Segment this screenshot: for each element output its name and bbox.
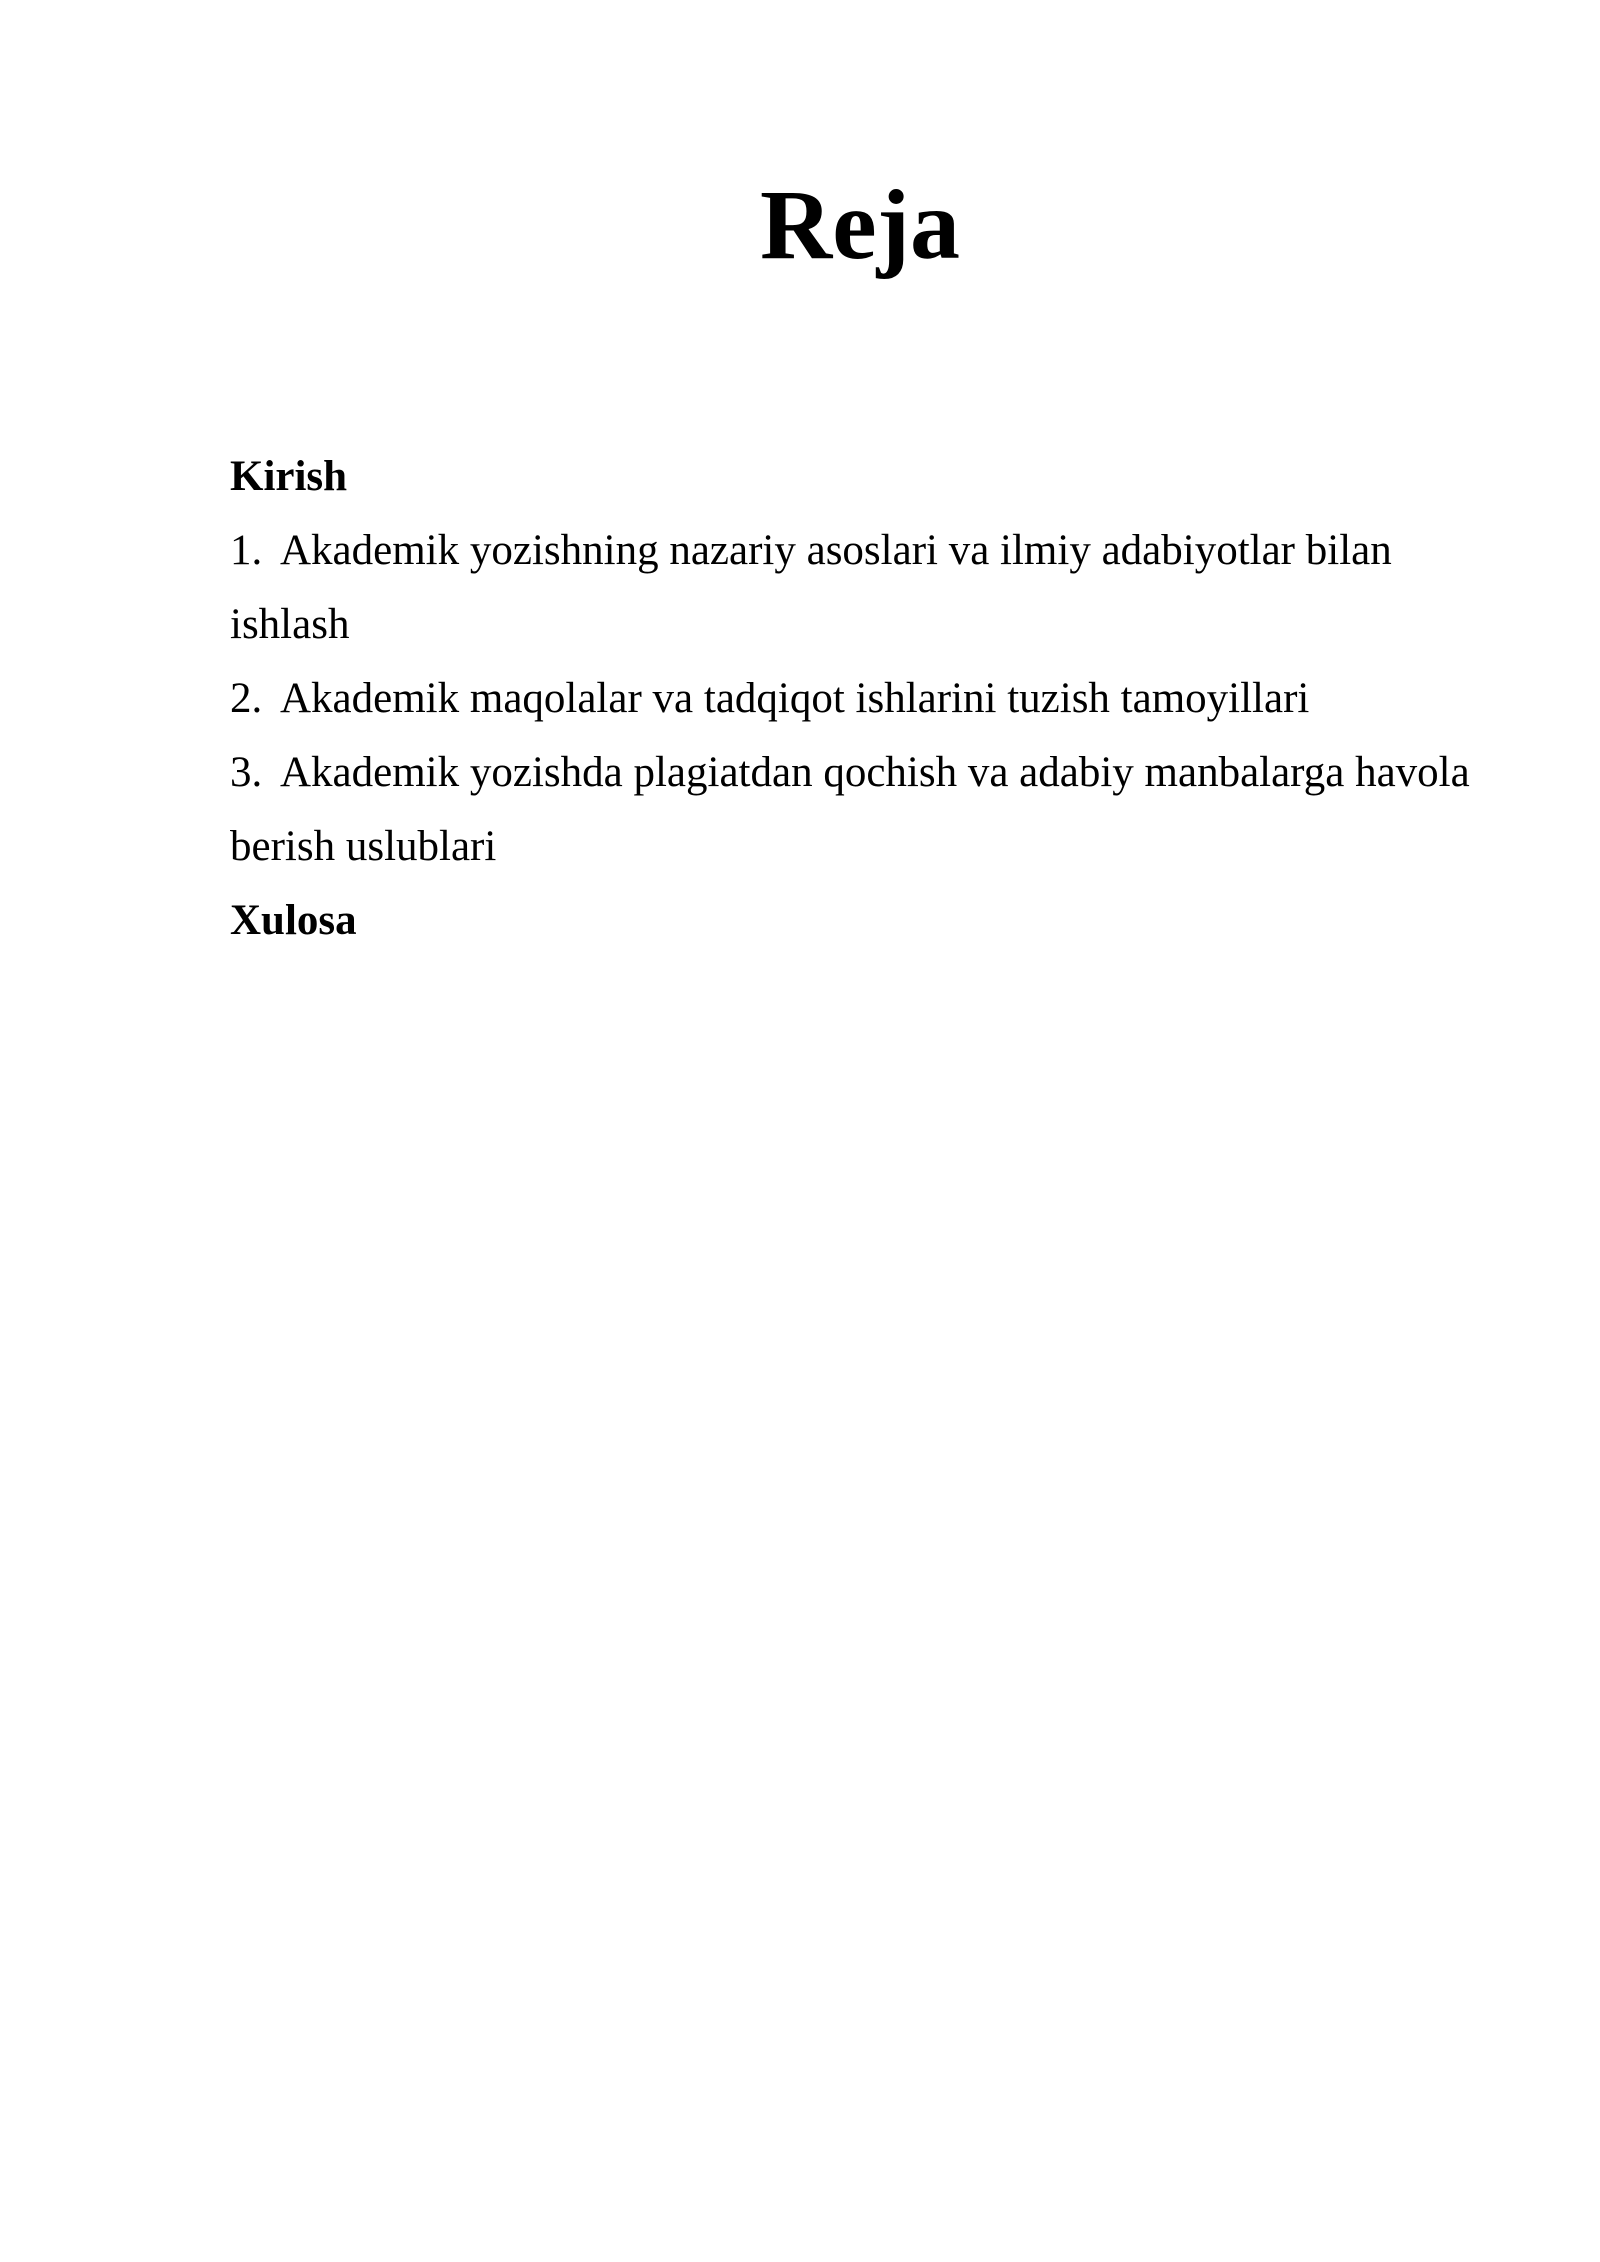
- plan-item-number: 1.: [230, 527, 263, 574]
- intro-heading: Kirish: [230, 453, 348, 500]
- conclusion-heading: Xulosa: [230, 897, 357, 944]
- plan-item-text: Akademik yozishning nazariy asoslari va ilmiy adabiyotlar bilan ishlash: [230, 527, 1392, 648]
- plan-item-text: Akademik maqolalar va tadqiqot ishlarini tuzish tamoyillari: [280, 675, 1310, 722]
- page-title: Reja: [760, 169, 960, 280]
- plan-item-1: [230, 514, 1490, 662]
- plan-list: [230, 440, 1490, 958]
- plan-item-number: 3.: [230, 749, 263, 796]
- plan-item-3: [230, 736, 1490, 884]
- plan-item-number: 2.: [230, 675, 263, 722]
- plan-item-2: [230, 662, 1490, 736]
- plan-item-text: Akademik yozishda plagiatdan qochish va adabiy manbalarga havola berish uslublari: [230, 749, 1470, 870]
